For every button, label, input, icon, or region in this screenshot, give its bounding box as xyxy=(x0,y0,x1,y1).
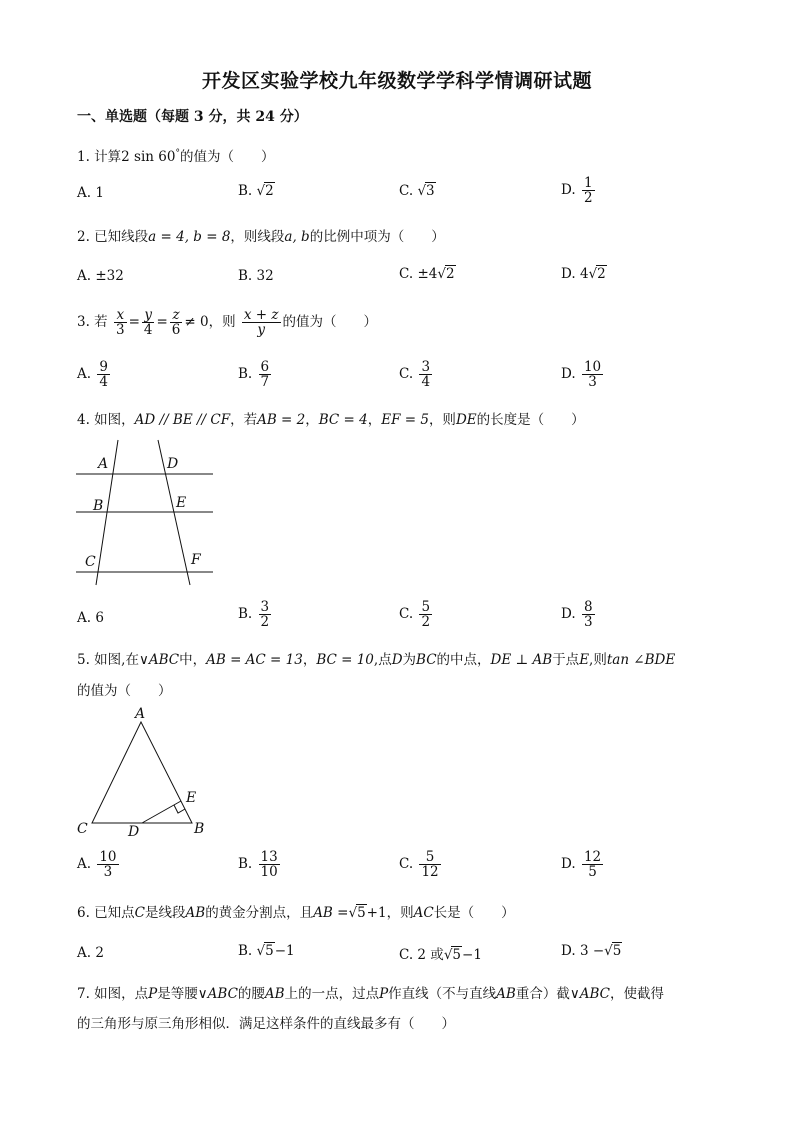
q2-option-c[interactable]: C. ±4√2 xyxy=(399,266,455,282)
q4-option-a[interactable]: A. 6 xyxy=(77,610,104,626)
q4-label-f: F xyxy=(191,552,201,568)
q6-option-a[interactable]: A. 2 xyxy=(77,945,104,961)
q2-option-a[interactable]: A. ±32 xyxy=(77,268,124,284)
q1-option-d[interactable]: D. $\frac{1}{2}$ xyxy=(561,175,593,207)
section-heading: 一、单选题（每题 3 分，共 24 分） xyxy=(77,109,308,125)
question-3-stem: 3. 若 $\frac{x}{3}$ = $\frac{y}{4}$ = $\frac{z}{6}$ ≠ 0，则 $\frac{x + z}{y}$ 的值为（ ） xyxy=(77,307,377,339)
q3-option-c[interactable]: C. $\frac{3}{4}$ xyxy=(399,359,431,391)
q5-label-a: A xyxy=(135,706,146,722)
q1-option-a[interactable]: A. 1 xyxy=(77,185,104,201)
question-5-stem-line2: 的值为（ ） xyxy=(77,683,172,699)
question-1-stem: 1. 计算2 sin 60°的值为（ ） xyxy=(77,148,275,165)
q1-option-b[interactable]: B. √2 xyxy=(238,183,274,199)
q5-label-d: D xyxy=(128,824,140,840)
question-5-stem: 5. 如图,在∨ABC中，AB = AC = 13，BC = 10,点D为BC的中点，DE ⊥ AB于点E,则tan ∠BDE xyxy=(77,652,676,668)
q5-option-a[interactable]: A. $\frac{10}{3}$ xyxy=(77,849,117,881)
q5-label-b: B xyxy=(194,821,205,837)
q5-label-c: C xyxy=(77,821,88,837)
q5-option-b[interactable]: B. $\frac{13}{10}$ xyxy=(238,849,278,881)
q2-option-d[interactable]: D. 4√2 xyxy=(561,266,606,282)
q6-option-d[interactable]: D. 3 −√5 xyxy=(561,943,622,959)
question-4-stem: 4. 如图，AD // BE // CF，若AB = 2，BC = 4，EF = 5，则DE的长度是（ ） xyxy=(77,412,585,428)
q2-option-b[interactable]: B. 32 xyxy=(238,268,274,284)
question-7-stem: 7. 如图，点P是等腰∨ABC的腰AB上的一点，过点P作直线（不与直线AB重合）截∨ABC，使截得 xyxy=(77,986,664,1002)
q4-option-c[interactable]: C. $\frac{5}{2}$ xyxy=(399,599,431,631)
q3-option-b[interactable]: B. $\frac{6}{7}$ xyxy=(238,359,270,391)
q5-option-d[interactable]: D. $\frac{12}{5}$ xyxy=(561,849,602,881)
question-2-stem: 2. 已知线段a = 4, b = 8，则线段a, b的比例中项为（ ） xyxy=(77,229,445,245)
q5-option-c[interactable]: C. $\frac{5}{12}$ xyxy=(399,849,439,881)
page-title: 开发区实验学校九年级数学学科学情调研试题 xyxy=(201,70,592,92)
q5-label-e: E xyxy=(186,790,197,806)
q4-label-a: A xyxy=(98,456,109,472)
q6-option-c[interactable]: C. 2 或√5−1 xyxy=(399,947,482,963)
q5-triangle-figure xyxy=(70,702,210,842)
q3-option-d[interactable]: D. $\frac{10}{3}$ xyxy=(561,359,602,391)
q4-label-e: E xyxy=(176,495,187,511)
q6-option-b[interactable]: B. √5−1 xyxy=(238,943,295,959)
q4-option-b[interactable]: B. $\frac{3}{2}$ xyxy=(238,599,270,631)
question-7-stem-line2: 的三角形与原三角形相似．满足这样条件的直线最多有（ ） xyxy=(77,1016,455,1032)
question-6-stem: 6. 已知点C是线段AB的黄金分割点，且AB =√5+1，则AC长是（ ） xyxy=(77,905,515,921)
q4-parallel-lines-figure xyxy=(70,435,220,590)
q4-label-d: D xyxy=(167,456,179,472)
q4-label-c: C xyxy=(85,554,96,570)
q3-option-a[interactable]: A. $\frac{9}{4}$ xyxy=(77,359,108,391)
q1-option-c[interactable]: C. √3 xyxy=(399,183,435,199)
q4-label-b: B xyxy=(93,498,104,514)
q4-option-d[interactable]: D. $\frac{8}{3}$ xyxy=(561,599,593,631)
